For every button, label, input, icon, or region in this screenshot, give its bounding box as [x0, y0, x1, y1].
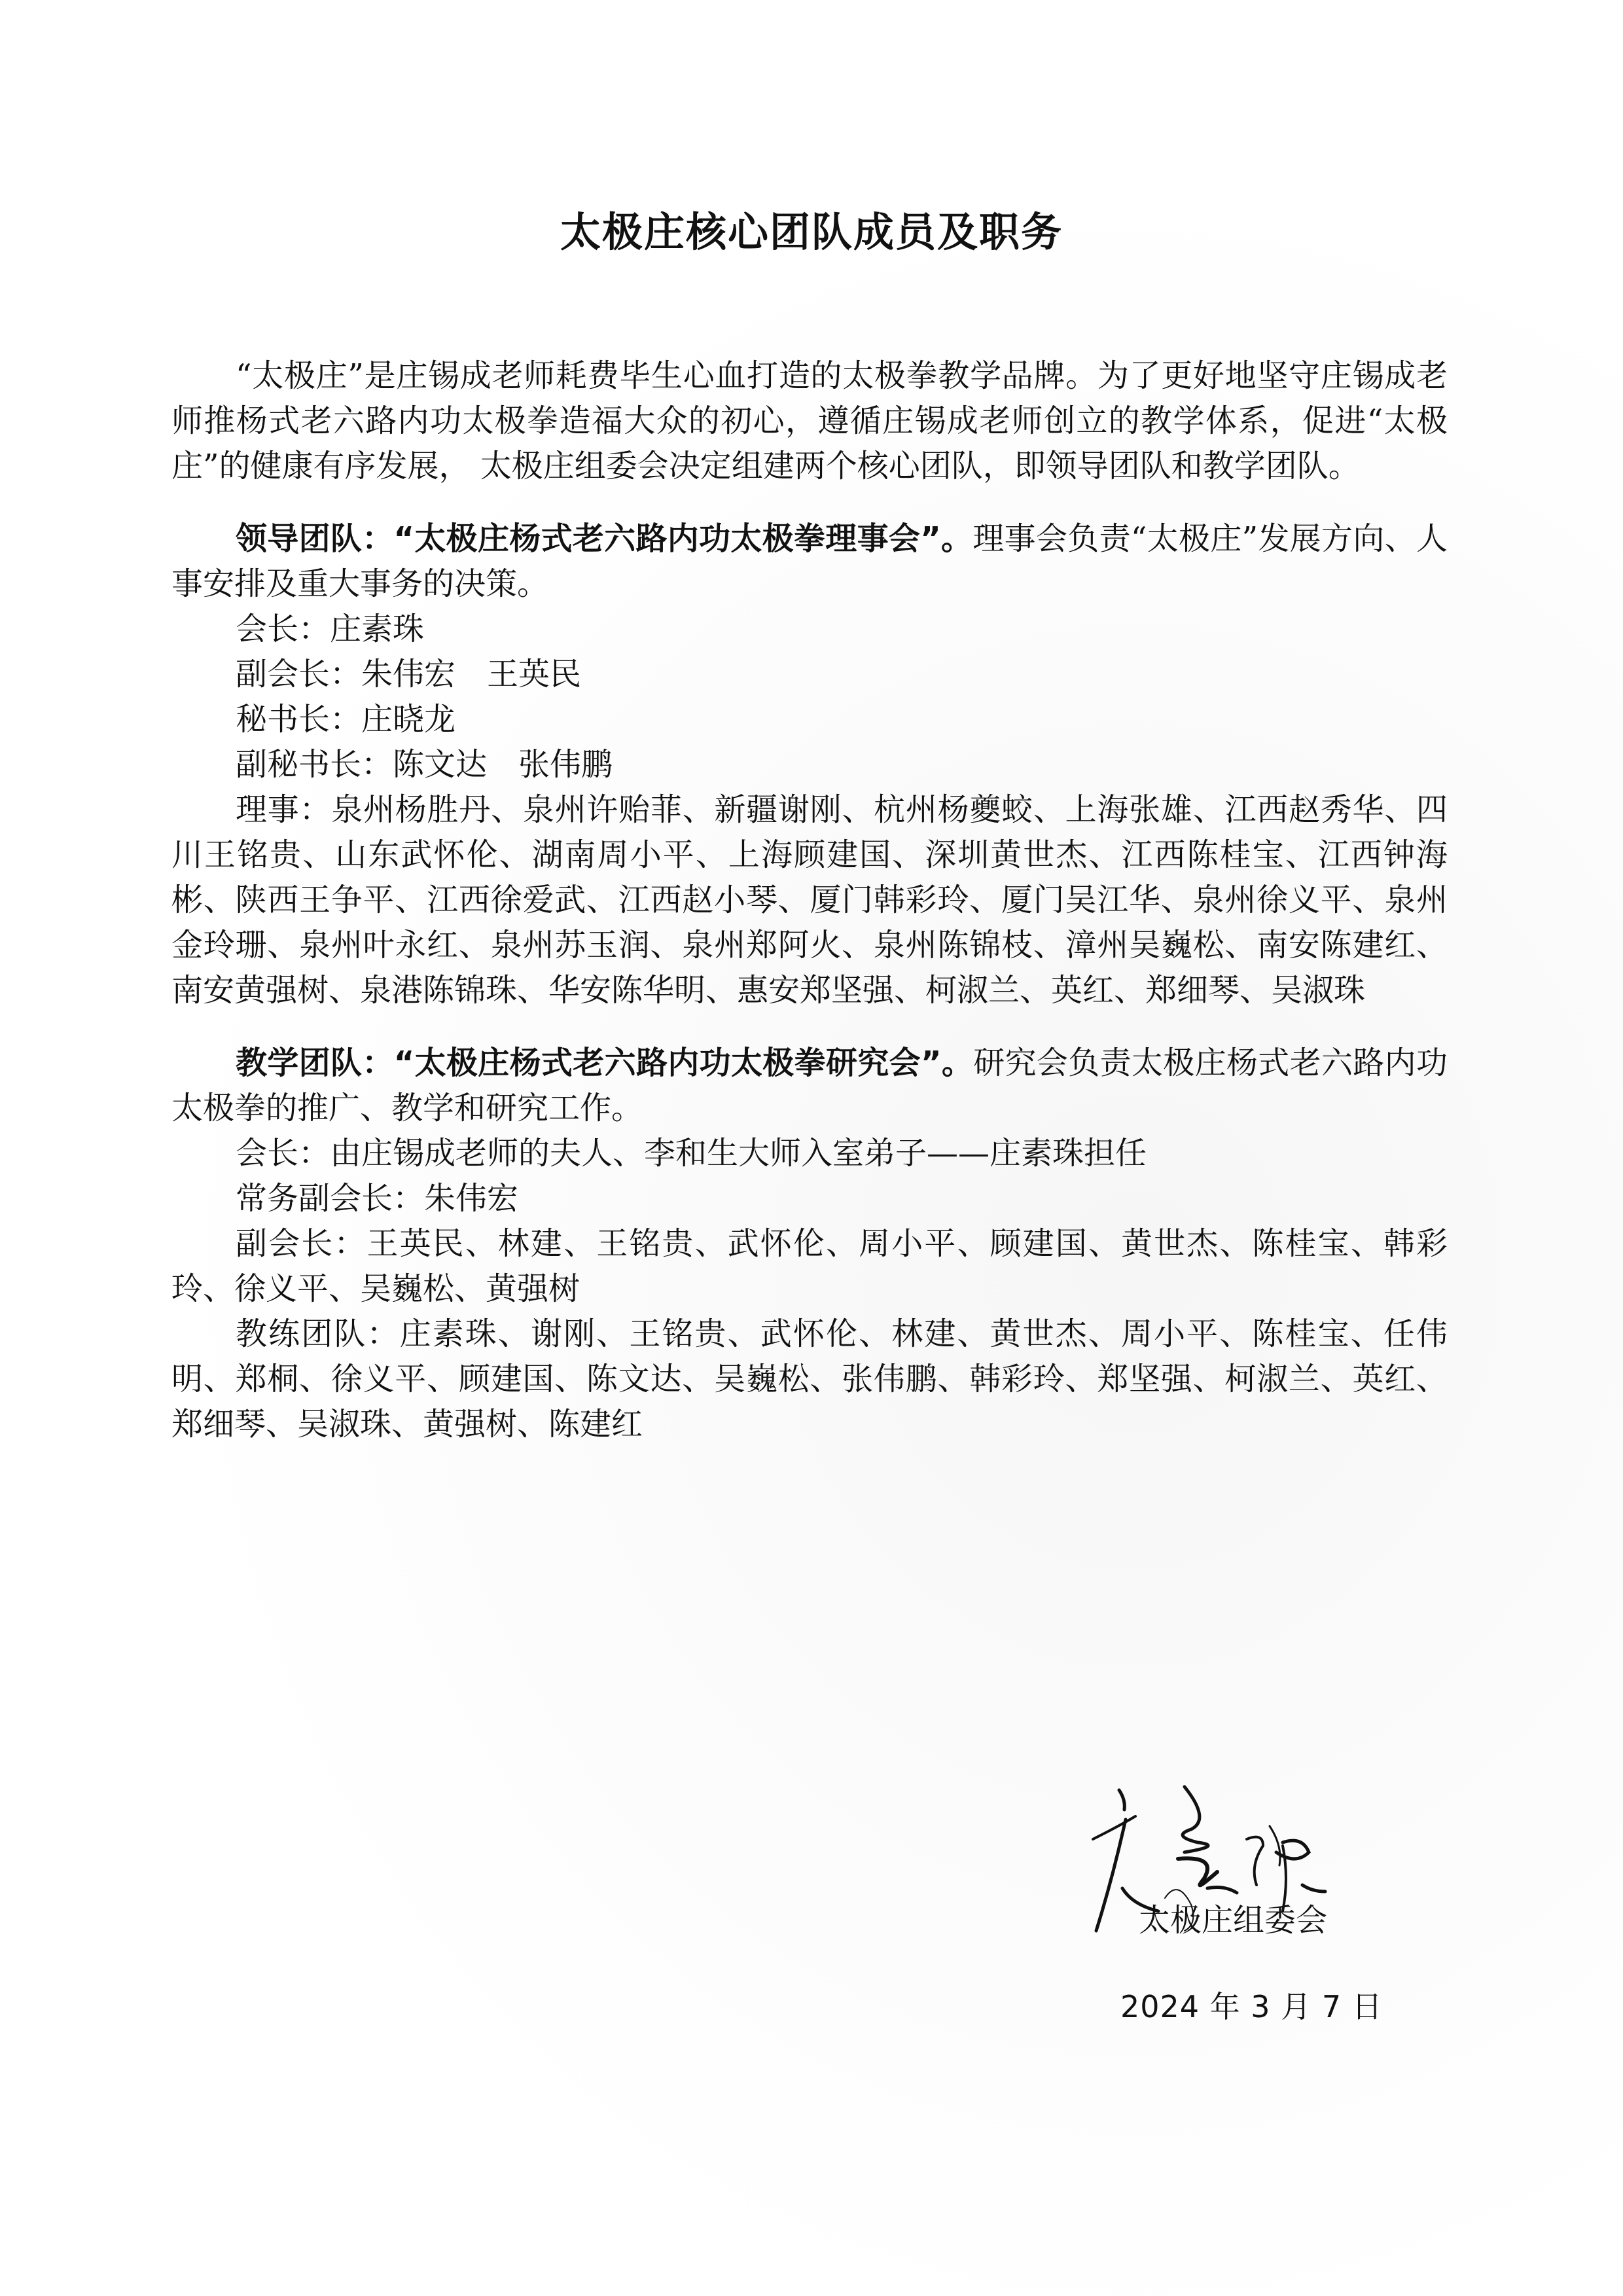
document-date: 2024 年 3 月 7 日 — [1120, 1989, 1383, 2024]
role-label: 副秘书长： — [236, 746, 393, 783]
role-value: 庄晓龙 — [361, 701, 456, 738]
leadership-heading: 领导团队：“太极庄杨式老六路内功太极拳理事会”。 — [236, 520, 973, 557]
role-value: 庄素珠 — [330, 611, 425, 647]
role-label: 秘书长： — [236, 701, 362, 738]
role-value: 由庄锡成老师的夫人、李和生大师入室弟子——庄素珠担任 — [330, 1135, 1147, 1172]
teaching-role-president — [171, 1131, 1448, 1176]
directors-label: 理事： — [236, 791, 332, 828]
intro-paragraph: “太极庄”是庄锡成老师耗费毕生心血打造的太极拳教学品牌。为了更好地坚守庄锡成老师推杨式老六路内功太极拳造福大众的初心，遵循庄锡成老师创立的教学体系，促进“太极庄”的健康有序发展， 太极庄组委会决定组建两个核心团队，即领导团队和教学团队。 — [171, 357, 1448, 484]
teaching-description: 研究会负责太极庄杨式老六路内功太极拳的推广、教学和研究工作。 — [171, 1045, 1448, 1126]
role-value: 庄素珠、谢刚、王铭贵、武怀伦、林建、黄世杰、周小平、陈桂宝、任伟明、郑桐、徐义平、顾建国、陈文达、吴巍松、张伟鹏、韩彩玲、郑坚强、柯淑兰、英红、郑细琴、吴淑珠、黄强树、陈建红 — [171, 1316, 1448, 1443]
role-value: 王英民、林建、王铭贵、武怀伦、周小平、顾建国、黄世杰、陈桂宝、韩彩玲、徐义平、吴巍松、黄强树 — [171, 1225, 1448, 1307]
teaching-role-vice-presidents — [171, 1221, 1448, 1312]
role-label: 副会长： — [236, 656, 362, 692]
leadership-role-president — [171, 607, 1448, 652]
signing-organization: 太极庄组委会 — [1139, 1902, 1328, 1939]
teaching-paragraph — [171, 1041, 1448, 1131]
document-body — [171, 353, 1448, 1447]
spacer — [171, 1013, 1448, 1041]
teaching-role-executive-vp — [171, 1176, 1448, 1221]
teaching-heading: 教学团队：“太极庄杨式老六路内功太极拳研究会”。 — [236, 1045, 974, 1081]
leadership-role-secretary-general — [171, 697, 1448, 742]
leadership-description: 理事会负责“太极庄”发展方向、人事安排及重大事务的决策。 — [171, 520, 1448, 602]
directors-names: 泉州杨胜丹、泉州许贻菲、新疆谢刚、杭州杨夔蛟、上海张雄、江西赵秀华、四川王铭贵、山东武怀伦、湖南周小平、上海顾建国、深圳黄世杰、江西陈桂宝、江西钟海彬、陕西王争平、江西徐爱武、江西赵小琴、厦门韩彩玲、厦门吴江华、泉州徐义平、泉州金玲珊、泉州叶永红、泉州苏玉润、泉州郑阿火、泉州陈锦枝、漳州吴巍松、南安陈建红、南安黄强树、泉港陈锦珠、华安陈华明、惠安郑坚强、柯淑兰、英红、郑细琴、吴淑珠 — [171, 791, 1448, 1009]
role-label: 常务副会长： — [236, 1180, 425, 1217]
role-value: 朱伟宏 — [424, 1180, 519, 1217]
leadership-role-vice-president — [171, 652, 1448, 697]
role-label: 副会长： — [236, 1225, 367, 1262]
role-value: 朱伟宏 王英民 — [361, 656, 582, 692]
document-title: 太极庄核心团队成员及职务 — [560, 208, 1063, 256]
directors-list — [171, 787, 1448, 1013]
leadership-paragraph — [171, 516, 1448, 607]
leadership-role-deputy-secretary — [171, 742, 1448, 787]
role-label: 会长： — [236, 1135, 330, 1172]
role-label: 教练团队： — [236, 1316, 400, 1352]
role-label: 会长： — [236, 611, 330, 647]
teaching-role-coaches — [171, 1312, 1448, 1447]
spacer — [171, 489, 1448, 516]
role-value: 陈文达 张伟鹏 — [393, 746, 613, 783]
